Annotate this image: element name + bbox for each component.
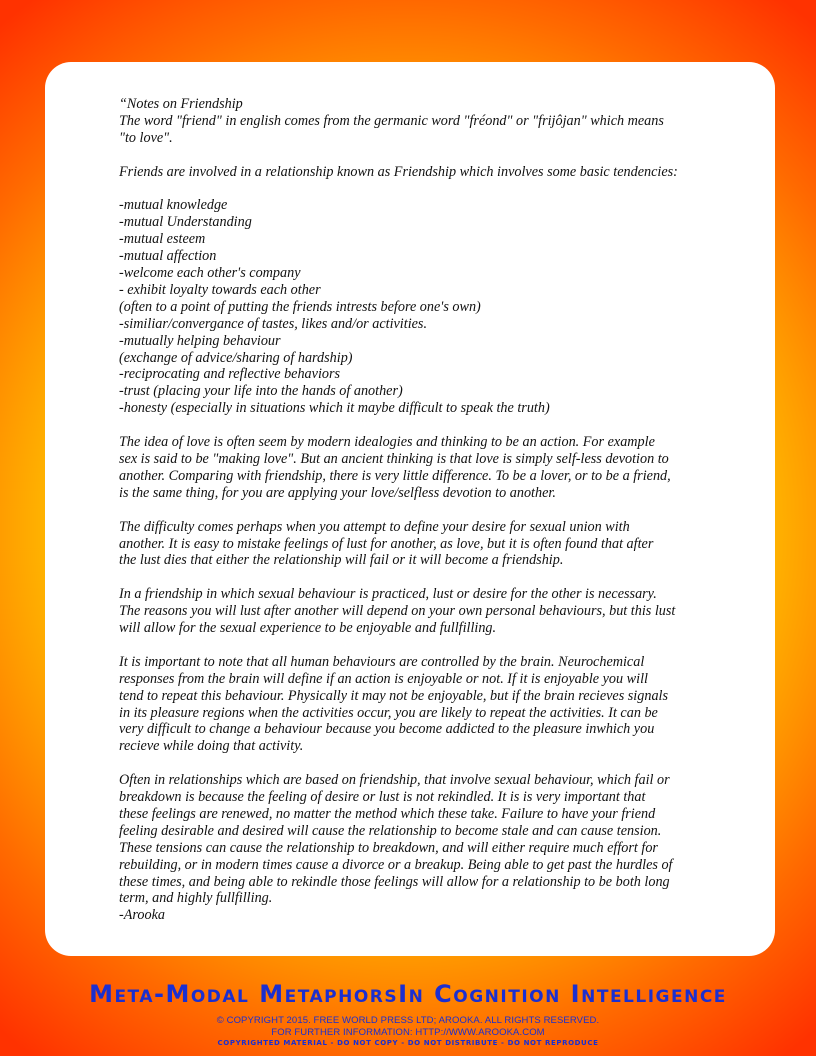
text-line: The difficulty comes perhaps when you attempt to define your desire for sexual union with <box>119 518 630 535</box>
text-line: “Notes on Friendship <box>119 96 243 112</box>
text-line: term, and highly fullfilling. <box>119 890 273 907</box>
text-line: rebuilding, or in modern times cause a divorce or a breakup. Being able to get past the hurdles of <box>119 856 673 873</box>
text-line: - exhibit loyalty towards each other <box>119 281 321 298</box>
footer-title: Meta-Modal MetaphorsIn Cognition Intelligence <box>89 980 727 1008</box>
text-line: the lust dies that either the relationship will fail or it will become a friendship. <box>119 552 564 569</box>
blank-line <box>119 417 735 434</box>
text-line: In a friendship in which sexual behaviour is practiced, lust or desire for the other is necessary. <box>119 586 657 603</box>
copyright-notice: © COPYRIGHT 2015. FREE WORLD PRESS LTD; AROOKA. ALL RIGHTS RESERVED. <box>216 1015 600 1026</box>
text-line: -reciprocating and reflective behaviors <box>119 366 341 383</box>
further-information: FOR FURTHER INFORMATION: HTTP://WWW.AROOKA.COM <box>271 1027 545 1038</box>
text-line: The word "friend" in english comes from the germanic word "fréond" or "frijôjan" which means <box>119 112 664 129</box>
text-line: another. It is easy to mistake feelings of lust for another, as love, but it is often found that after <box>119 535 654 552</box>
distribution-notice: COPYRIGHTED MATERIAL - DO NOT COPY - DO NOT DISTRIBUTE - DO NOT REPRODUCE <box>217 1039 599 1047</box>
text-line: -mutual esteem <box>119 231 206 248</box>
text-line: -similiar/convergance of tastes, likes and/or activities. <box>119 315 427 332</box>
text-line: sex is said to be "making love". But an ancient thinking is that love is simply self-less devotion to <box>119 450 669 467</box>
text-line: -welcome each other's company <box>119 265 301 282</box>
document-body <box>119 96 735 924</box>
text-line: in its pleasure regions when the activities occur, you are likely to repeat the activities. It can be <box>119 704 658 721</box>
text-line: recieve while doing that activity. <box>119 738 304 755</box>
text-line: -mutually helping behaviour <box>119 332 281 349</box>
text-line: Often in relationships which are based on friendship, that involve sexual behaviour, which fail or <box>119 772 670 789</box>
text-line: another. Comparing with friendship, there is very little difference. To be a lover, or to be a friend, <box>119 467 671 484</box>
text-line: "to love". <box>119 129 173 146</box>
text-line: responses from the brain will define if an action is enjoyable or not. If it is enjoyable you will <box>119 670 648 687</box>
blank-line <box>119 181 735 198</box>
blank-line <box>119 755 735 772</box>
text-line: -trust (placing your life into the hands of another) <box>119 383 403 400</box>
text-line: -Arooka <box>119 907 165 924</box>
text-line: These tensions can cause the relationship to breakdown, and will either require much effort for <box>119 839 658 856</box>
text-line: (often to a point of putting the friends intrests before one's own) <box>119 298 481 315</box>
text-line: is the same thing, for you are applying your love/selfless devotion to another. <box>119 484 556 501</box>
text-line: these feelings are renewed, no matter the method which these take. Failure to have your friend <box>119 805 656 822</box>
blank-line <box>119 569 735 586</box>
text-line: -mutual knowledge <box>119 197 228 214</box>
text-line: will allow for the sexual experience to be enjoyable and fullfilling. <box>119 620 497 637</box>
document-card <box>45 62 775 956</box>
text-line: very difficult to change a behaviour because you become addicted to the pleasure inwhich you <box>119 721 655 738</box>
text-line: -mutual affection <box>119 248 217 265</box>
text-line: feeling desirable and desired will cause the relationship to become stale and can cause tension. <box>119 822 662 839</box>
text-line: -honesty (especially in situations which it maybe difficult to speak the truth) <box>119 400 550 417</box>
text-line: It is important to note that all human behaviours are controlled by the brain. Neurochemical <box>119 653 645 670</box>
text-line: (exchange of advice/sharing of hardship) <box>119 349 353 366</box>
text-line: breakdown is because the feeling of desire or lust is not rekindled. It is is very important that <box>119 789 646 806</box>
text-line: tend to repeat this behaviour. Physically it may not be enjoyable, but if the brain recieves signals <box>119 687 668 704</box>
text-line: Friends are involved in a relationship known as Friendship which involves some basic tendencies: <box>119 163 678 180</box>
text-line: The idea of love is often seem by modern idealogies and thinking to be an action. For example <box>119 434 655 451</box>
text-line: The reasons you will lust after another will depend on your own personal behaviours, but this lust <box>119 603 676 620</box>
text-line: -mutual Understanding <box>119 214 252 231</box>
blank-line <box>119 147 735 164</box>
text-line: these times, and being able to rekindle those feelings will allow for a relationship to be both long <box>119 873 670 890</box>
blank-line <box>119 637 735 654</box>
blank-line <box>119 502 735 519</box>
